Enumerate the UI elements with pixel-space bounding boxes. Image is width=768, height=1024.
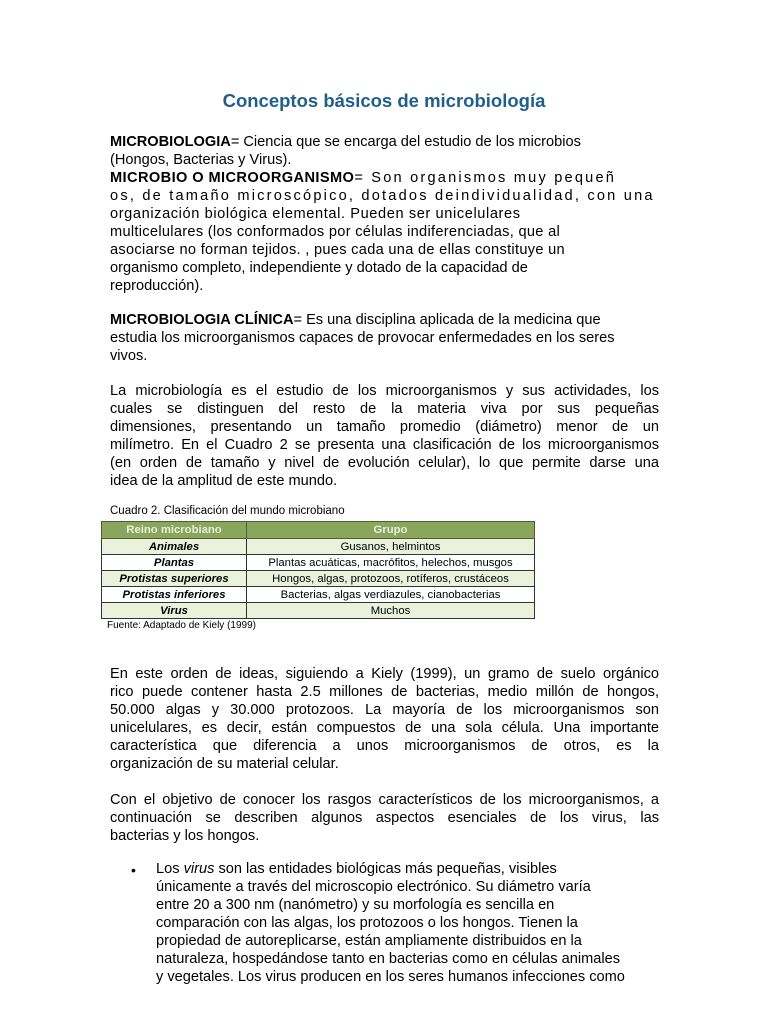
paragraph-line: (en orden de tamaño y nivel de evolución celular), lo que permite darse una	[110, 455, 659, 471]
definition-text: = Son organismos muy pequeñ	[354, 170, 617, 186]
definition-line: organización biológica elemental. Pueden ser unicelulares	[110, 206, 521, 222]
term-microorganismo: MICROBIO O MICROORGANISMO	[110, 170, 355, 186]
paragraph-objective	[110, 791, 659, 845]
bullet-text: son las entidades biológicas más pequeñas, visibles	[214, 861, 557, 877]
paragraph-line: 50.000 algas y 30.000 protozoos. La mayoría de los microorganismos son	[110, 702, 659, 718]
table-source: Fuente: Adaptado de Kiely (1999)	[107, 620, 256, 631]
bullet-line: entre 20 a 300 nm (nanómetro) y su morfología es sencilla en	[156, 897, 555, 913]
definition-line: reproducción).	[110, 278, 204, 294]
paragraph-kiely	[110, 665, 659, 773]
definition-microbiologia	[110, 133, 659, 169]
table-row	[102, 539, 535, 555]
bullet-line: propiedad de autoreplicarse, están ampliamente distribuidos en la	[156, 933, 582, 949]
table-cell-reino: Plantas	[102, 555, 247, 571]
table-cell-grupo: Muchos	[247, 603, 535, 619]
paragraph-line: continuación se describen algunos aspectos esenciales de los virus, las	[110, 810, 659, 826]
definition-microorganismo	[110, 169, 659, 295]
table-row	[102, 603, 535, 619]
bullet-line: únicamente a través del microscopio electrónico. Su diámetro varía	[156, 879, 591, 895]
paragraph-intro	[110, 382, 659, 490]
paragraph-line: En este orden de ideas, siguiendo a Kiely (1999), un gramo de suelo orgánico	[110, 666, 659, 682]
table-cell-grupo: Bacterias, algas verdiazules, cianobacterias	[247, 587, 535, 603]
paragraph-line: idea de la amplitud de este mundo.	[110, 473, 338, 489]
bullet-line: comparación con las algas, los protozoos o los hongos. Tienen la	[156, 915, 578, 931]
table-row	[102, 571, 535, 587]
bullet-marker: •	[131, 862, 136, 878]
table-cell-reino: Virus	[102, 603, 247, 619]
page-title: Conceptos básicos de microbiología	[222, 90, 546, 111]
paragraph-line: organización de su material celular.	[110, 756, 339, 772]
classification-table	[101, 521, 535, 619]
term-microbiologia-clinica: MICROBIOLOGIA CLÍNICA	[110, 312, 294, 328]
column-header-grupo: Grupo	[247, 522, 535, 539]
paragraph-line: característica que diferencia a unos microorganismos de otros, es la	[110, 738, 659, 754]
table-cell-grupo: Gusanos, helmintos	[247, 539, 535, 555]
definition-line: asociarse no forman tejidos. , pues cada una de ellas constituye un	[110, 242, 565, 258]
table-cell-grupo: Plantas acuáticas, macrófitos, helechos, musgos	[247, 555, 535, 571]
table-row	[102, 555, 535, 571]
paragraph-line: rico puede contener hasta 2.5 millones de bacterias, medio millón de hongos,	[110, 684, 659, 700]
bullet-term: virus	[183, 861, 215, 877]
bullet-line: naturaleza, hospedándose tanto en bacterias como en células animales	[156, 951, 621, 967]
paragraph-line: cuales se distinguen del resto de la materia viva por sus pequeñas	[110, 401, 659, 417]
definition-line: estudia los microorganismos capaces de provocar enfermedades en los seres	[110, 330, 615, 346]
table-cell-reino: Animales	[102, 539, 247, 555]
bullet-item-virus	[156, 860, 661, 986]
definition-line: multicelulares (los conformados por células indiferenciadas, que al	[110, 224, 561, 240]
definition-text: = Ciencia que se encarga del estudio de los microbios	[230, 134, 581, 150]
table-cell-reino: Protistas superiores	[102, 571, 247, 587]
definition-text: = Es una disciplina aplicada de la medicina que	[293, 312, 601, 328]
paragraph-line: unicelulares, es decir, están compuestos de una sola célula. Una importante	[110, 720, 659, 736]
table-cell-reino: Protistas inferiores	[102, 587, 247, 603]
definition-line: organismo completo, independiente y dotado de la capacidad de	[110, 260, 528, 276]
definition-line: vivos.	[110, 348, 148, 364]
paragraph-line: Con el objetivo de conocer los rasgos característicos de los microorganismos, a	[110, 792, 659, 808]
table-cell-grupo: Hongos, algas, protozoos, rotíferos, crustáceos	[247, 571, 535, 587]
paragraph-line: dimensiones, presentando un tamaño promedio (diámetro) menor de un	[110, 419, 659, 435]
definition-microbiologia-clinica	[110, 311, 659, 365]
paragraph-line: milímetro. En el Cuadro 2 se presenta una clasificación de los microorganismos	[110, 437, 659, 453]
paragraph-line: bacterias y los hongos.	[110, 828, 260, 844]
bullet-line: y vegetales. Los virus producen en los seres humanos infecciones como	[156, 969, 625, 985]
definition-text: (Hongos, Bacterias y Virus).	[110, 152, 292, 168]
bullet-prefix: Los	[156, 861, 184, 877]
paragraph-line: La microbiología es el estudio de los microorganismos y sus actividades, los	[110, 383, 659, 399]
column-header-reino: Reino microbiano	[102, 522, 247, 539]
definition-line: os, de tamaño microscópico, dotados deindividualidad, con una	[110, 188, 655, 204]
table-row	[102, 587, 535, 603]
term-microbiologia: MICROBIOLOGIA	[110, 134, 231, 150]
table-caption: Cuadro 2. Clasificación del mundo microbiano	[110, 505, 345, 517]
table-header-row	[102, 522, 535, 539]
